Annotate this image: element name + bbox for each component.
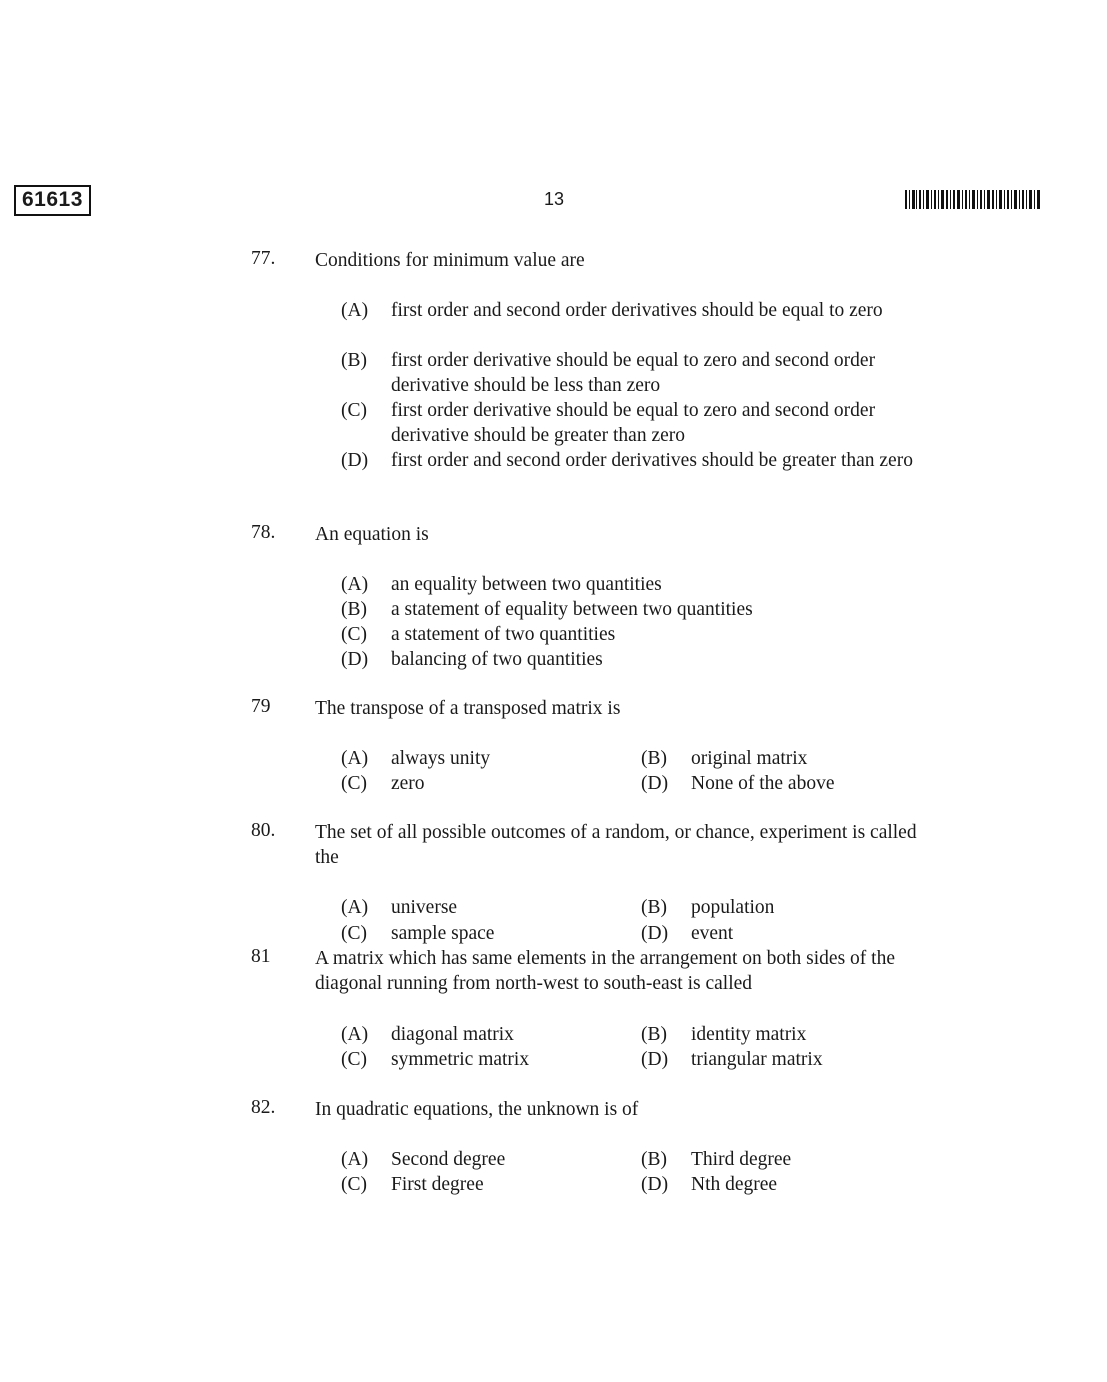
- option-label: (B): [341, 599, 367, 620]
- option-label: (A): [341, 748, 369, 769]
- option-text: original matrix: [691, 748, 808, 769]
- question-number: 78.: [251, 522, 276, 543]
- question-text: The set of all possible outcomes of a random, or chance, experiment is called the: [315, 822, 917, 868]
- barcode-icon: [905, 190, 1040, 209]
- option-label: (B): [641, 1149, 667, 1170]
- question-number: 82.: [251, 1097, 276, 1118]
- option-text: diagonal matrix: [391, 1024, 514, 1045]
- option-label: (D): [341, 649, 369, 670]
- option-label: (A): [341, 300, 369, 321]
- option-label: (B): [341, 350, 367, 371]
- option-label: (C): [341, 1174, 367, 1195]
- question-text: Conditions for minimum value are: [315, 250, 585, 271]
- option-label: (C): [341, 400, 367, 421]
- option-text: first order and second order derivatives should be equal to zero: [391, 300, 883, 321]
- page-number: 13: [544, 189, 565, 209]
- question-text: A matrix which has same elements in the arrangement on both sides of the diagonal running from north-west to south-east is called: [315, 948, 895, 994]
- option-text: event: [691, 923, 734, 944]
- question-text: An equation is: [315, 524, 429, 545]
- option-text: a statement of two quantities: [391, 624, 616, 645]
- option-text: first order derivative should be equal to zero and second order derivative should be less than zero: [391, 350, 876, 396]
- option-label: (D): [641, 773, 669, 794]
- option-label: (D): [641, 1174, 669, 1195]
- option-label: (B): [641, 1024, 667, 1045]
- option-label: (A): [341, 574, 369, 595]
- option-text: first order derivative should be equal to zero and second order derivative should be greater than zero: [391, 400, 876, 446]
- option-text: First degree: [391, 1174, 484, 1195]
- option-text: population: [691, 897, 775, 918]
- option-text: universe: [391, 897, 458, 918]
- option-text: symmetric matrix: [391, 1049, 530, 1070]
- option-label: (A): [341, 1149, 369, 1170]
- option-text: always unity: [391, 748, 491, 769]
- option-text: zero: [391, 773, 425, 794]
- question-text: In quadratic equations, the unknown is of: [315, 1099, 639, 1120]
- option-label: (D): [341, 450, 369, 471]
- option-label: (C): [341, 923, 367, 944]
- option-label: (D): [641, 1049, 669, 1070]
- option-label: (B): [641, 897, 667, 918]
- option-label: (B): [641, 748, 667, 769]
- option-label: (D): [641, 923, 669, 944]
- option-text: Nth degree: [691, 1174, 778, 1195]
- option-label: (C): [341, 1049, 367, 1070]
- option-label: (C): [341, 624, 367, 645]
- question-number: 77.: [251, 248, 276, 269]
- option-text: sample space: [391, 923, 495, 944]
- option-text: a statement of equality between two quantities: [391, 599, 753, 620]
- option-text: Third degree: [691, 1149, 792, 1170]
- question-number: 81: [251, 946, 271, 967]
- question-number: 79: [251, 696, 271, 717]
- question-number: 80.: [251, 820, 276, 841]
- option-text: first order and second order derivatives should be greater than zero: [391, 450, 913, 471]
- option-label: (A): [341, 1024, 369, 1045]
- option-text: None of the above: [691, 773, 835, 794]
- option-text: identity matrix: [691, 1024, 807, 1045]
- option-text: balancing of two quantities: [391, 649, 603, 670]
- question-text: The transpose of a transposed matrix is: [315, 698, 621, 719]
- option-text: Second degree: [391, 1149, 506, 1170]
- paper-code: 61613: [14, 185, 91, 216]
- option-text: an equality between two quantities: [391, 574, 662, 595]
- option-label: (C): [341, 773, 367, 794]
- option-text: triangular matrix: [691, 1049, 823, 1070]
- option-label: (A): [341, 897, 369, 918]
